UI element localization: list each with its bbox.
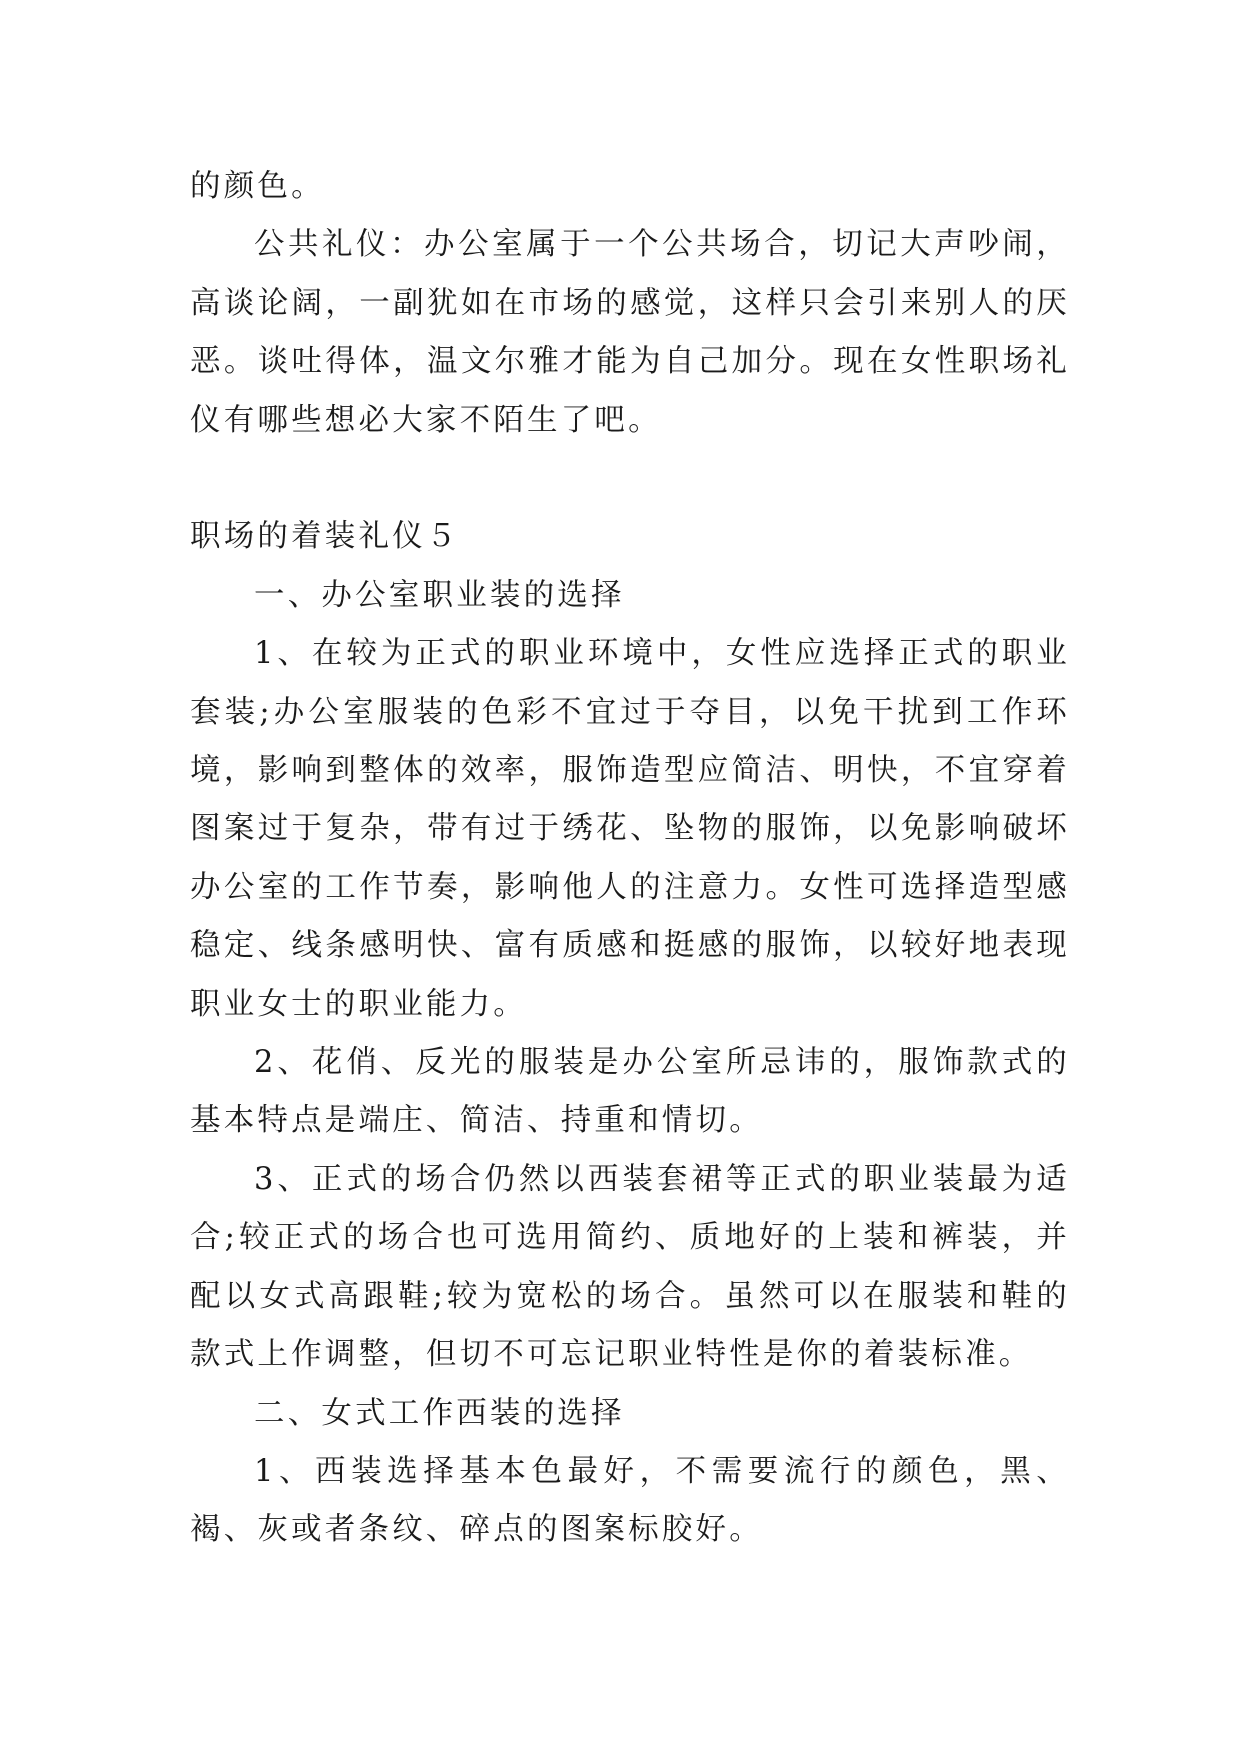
paragraph-item-3: 3、正式的场合仍然以西装套裙等正式的职业装最为适合;较正式的场合也可选用简约、质地好的上装和裤装，并配以女式高跟鞋;较为宽松的场合。虽然可以在服装和鞋的款式上作调整，但切不可忘记职业特性是你的着装标准。 [190, 1161, 1070, 1373]
subheading-office-attire: 一、办公室职业装的选择 [254, 577, 625, 613]
section-heading: 职场的着装礼仪５ [190, 519, 460, 555]
paragraph-public-etiquette: 公共礼仪：办公室属于一个公共场合，切记大声吵闹，高谈论阔，一副犹如在市场的感觉，这样只会引来别人的厌恶。谈吐得体，温文尔雅才能为自己加分。现在女性职场礼仪有哪些想必大家不陌生了吧。 [190, 227, 1070, 438]
document-body [190, 158, 1070, 1560]
paragraph-suit-item-1: 1、西装选择基本色最好，不需要流行的颜色，黑、褐、灰或者条纹、碎点的图案标胶好。 [190, 1453, 1070, 1548]
subheading-suit-selection: 二、女式工作西装的选择 [254, 1395, 625, 1431]
paragraph-continuation: 的颜色。 [190, 169, 325, 204]
paragraph-item-2: 2、花俏、反光的服装是办公室所忌讳的，服饰款式的基本特点是端庄、简洁、持重和情切。 [190, 1045, 1070, 1139]
paragraph-item-1: 1、在较为正式的职业环境中，女性应选择正式的职业套装;办公室服装的色彩不宜过于夺目，以免干扰到工作环境，影响到整体的效率，服饰造型应简洁、明快，不宜穿着图案过于复杂，带有过于绣花、坠物的服饰，以免影响破坏办公室的工作节奏，影响他人的注意力。女性可选择造型感稳定、线条感明快、富有质感和挺感的服饰，以较好地表现职业女士的职业能力。 [190, 636, 1070, 1022]
